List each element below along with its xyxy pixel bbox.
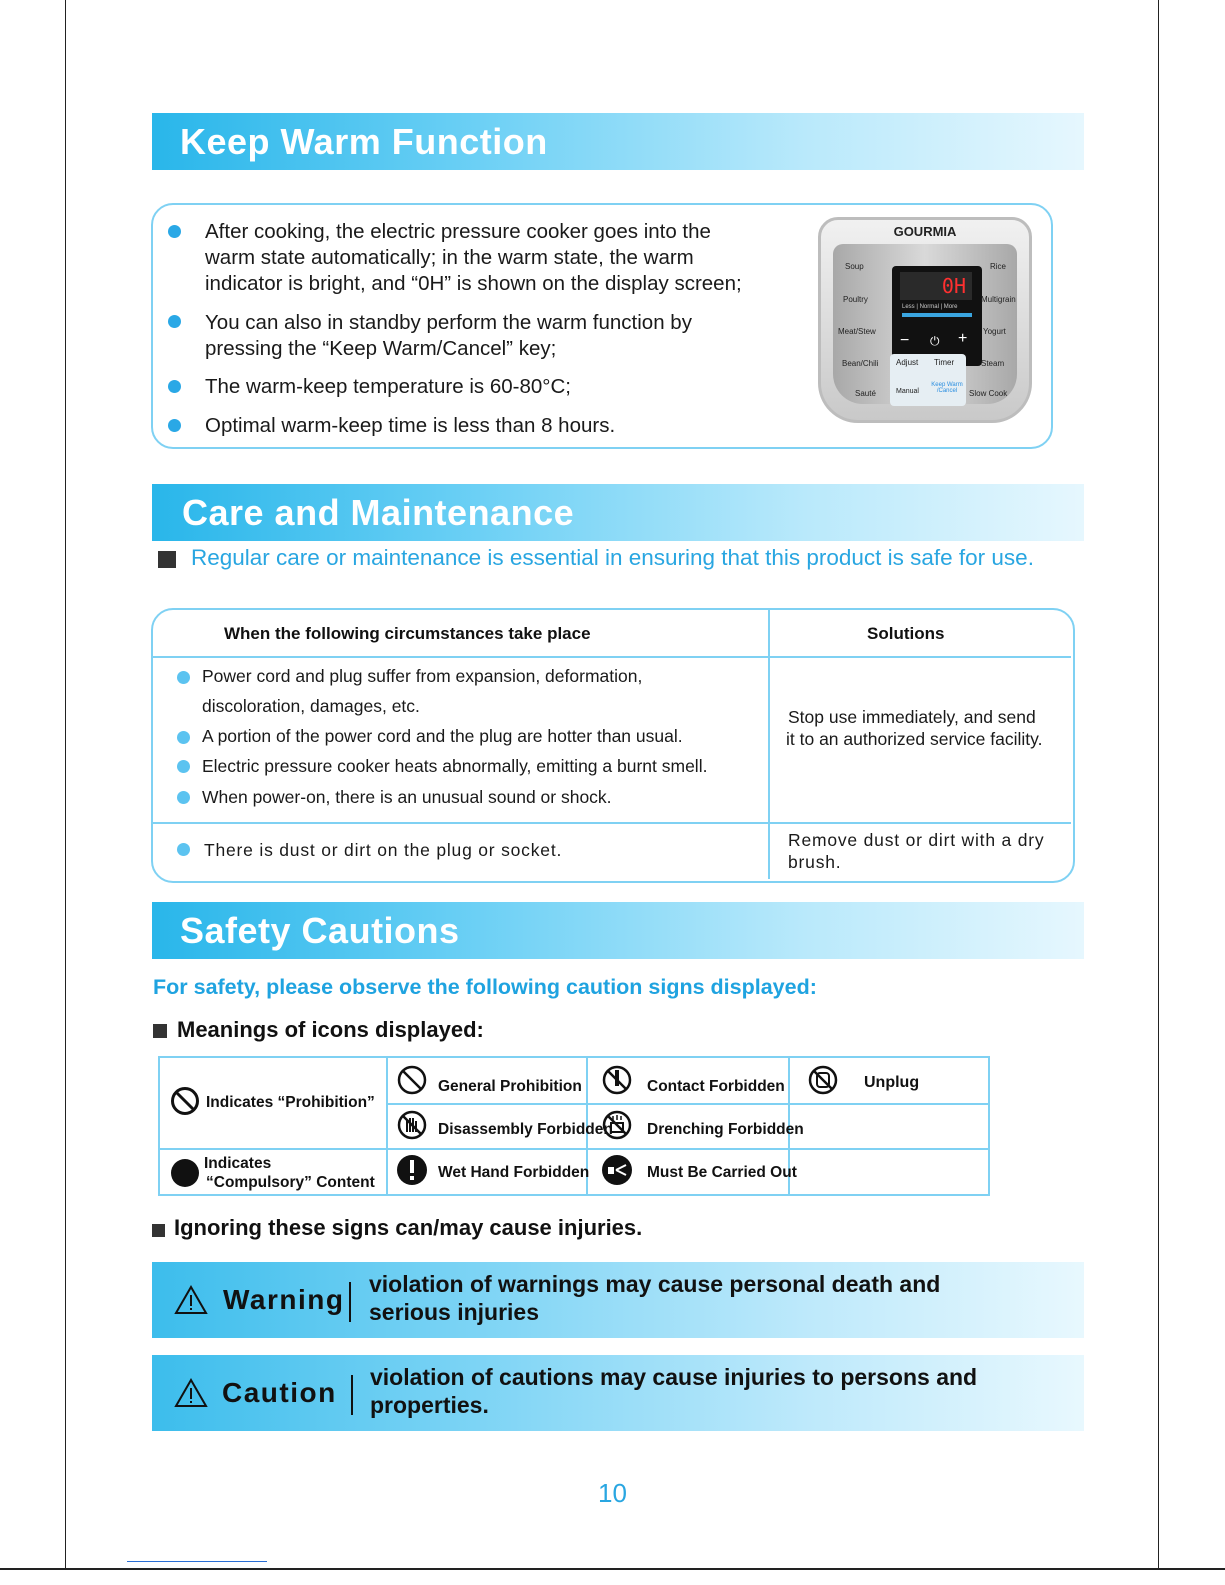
page-frame-bottom — [0, 1568, 1225, 1570]
warning-line: violation of warnings may cause personal death and — [369, 1271, 941, 1297]
drenching-forbidden-icon — [602, 1110, 632, 1140]
page-number: 10 — [598, 1478, 627, 1508]
panel-label-bean-chili: Bean/Chili — [842, 359, 879, 368]
must-be-carried-out-icon — [602, 1155, 632, 1185]
bullet-line: After cooking, the electric pressure cooker goes into the — [205, 220, 711, 243]
panel-label-rice: Rice — [990, 262, 1007, 271]
care-table-divider — [153, 656, 1071, 658]
prohibition-label: Indicates “Prohibition” — [206, 1094, 375, 1111]
page-frame-right — [1158, 0, 1159, 1568]
page-frame-left — [65, 0, 66, 1568]
compulsory-label: Indicates — [204, 1155, 272, 1172]
care-solution: it to an authorized service facility. — [786, 729, 1043, 749]
disassembly-forbidden-label: Disassembly Forbidden — [438, 1121, 613, 1138]
warning-description — [369, 1270, 940, 1326]
warning-bar — [152, 1262, 1084, 1338]
panel-label-steam: Steam — [981, 359, 1005, 368]
panel-label-timer: Timer — [934, 358, 955, 367]
compulsory-label: “Compulsory” Content — [206, 1174, 375, 1191]
disassembly-forbidden-icon — [397, 1110, 427, 1140]
contact-forbidden-label: Contact Forbidden — [647, 1078, 785, 1095]
care-header — [152, 484, 1084, 541]
must-be-carried-out-label: Must Be Carried Out — [647, 1164, 797, 1181]
care-item-continued: discoloration, damages, etc. — [202, 696, 420, 716]
care-header-left: When the following circumstances take place — [224, 624, 591, 643]
panel-label-multigrain: Multigrain — [981, 295, 1016, 304]
care-note: Regular care or maintenance is essential in ensuring that this product is safe for use. — [191, 545, 1034, 570]
bottom-link-underline[interactable] — [127, 1561, 267, 1562]
bullet-dot — [168, 380, 181, 393]
bullet-dot — [177, 731, 190, 744]
bullet-dot — [168, 225, 181, 238]
panel-label-adjust: Adjust — [896, 358, 919, 367]
unplug-label: Unplug — [864, 1074, 920, 1091]
panel-lcd-readout: 0H — [900, 272, 972, 300]
care-header-right: Solutions — [867, 624, 945, 643]
caution-triangle-icon — [174, 1378, 208, 1408]
warning-word: Warning — [223, 1284, 345, 1315]
pressure-level-label: Less | Normal | More — [902, 304, 958, 310]
square-bullet — [153, 1024, 167, 1038]
keep-warm-bullet-4 — [205, 413, 615, 439]
care-item: There is dust or dirt on the plug or socket. — [204, 840, 563, 860]
care-solution: Stop use immediately, and send — [788, 707, 1036, 727]
warning-triangle-icon — [174, 1285, 208, 1315]
care-item: A portion of the power cord and the plug are hotter than usual. — [202, 726, 683, 746]
safety-title: Safety Cautions — [180, 910, 460, 951]
caution-line: properties. — [370, 1392, 489, 1418]
ignoring-note: Ignoring these signs can/may cause injuries. — [174, 1215, 643, 1240]
keep-warm-bullet-1 — [205, 219, 742, 297]
wet-hand-forbidden-icon — [397, 1155, 427, 1185]
panel-label-slow-cook: Slow Cook — [969, 389, 1008, 398]
caution-description — [370, 1363, 977, 1419]
bullet-line: You can also in standby perform the warm function by — [205, 311, 692, 334]
compulsory-icon — [170, 1158, 200, 1188]
panel-label-saute: Sauté — [855, 389, 876, 398]
prohibition-icon — [170, 1086, 200, 1116]
panel-label-poultry: Poultry — [843, 295, 868, 304]
care-table-divider — [153, 822, 1071, 824]
care-item: Power cord and plug suffer from expansion, deformation, — [202, 666, 643, 686]
bullet-line: The warm-keep temperature is 60-80°C; — [205, 375, 571, 398]
safety-header — [152, 902, 1084, 959]
caution-word: Caution — [222, 1377, 337, 1408]
bullet-dot — [168, 315, 181, 328]
control-panel-image — [818, 217, 1032, 423]
care-item: When power-on, there is an unusual sound or shock. — [202, 787, 612, 807]
square-bullet — [158, 551, 176, 568]
grid-divider — [160, 1148, 988, 1150]
bullet-line: warm state automatically; in the warm state, the warm — [205, 246, 694, 269]
bullet-line: Optimal warm-keep time is less than 8 hours. — [205, 414, 616, 437]
keep-warm-bullet-3 — [205, 374, 571, 400]
bullet-dot — [168, 419, 181, 432]
icon-meanings-table — [158, 1056, 990, 1196]
keep-warm-bullet-2 — [205, 310, 692, 362]
pressure-indicator — [902, 313, 972, 317]
square-bullet — [152, 1224, 165, 1237]
power-icon: ⏻ — [930, 334, 940, 348]
bullet-line: pressing the “Keep Warm/Cancel” key; — [205, 337, 557, 360]
bullet-dot — [177, 791, 190, 804]
general-prohibition-label: General Prohibition — [438, 1078, 582, 1095]
wet-hand-forbidden-label: Wet Hand Forbidden — [438, 1164, 590, 1181]
care-item: Electric pressure cooker heats abnormally, emitting a burnt smell. — [202, 756, 708, 776]
panel-label-soup: Soup — [845, 262, 864, 271]
general-prohibition-icon — [397, 1065, 427, 1095]
bullet-line: indicator is bright, and “0H” is shown on the display screen; — [205, 272, 742, 295]
panel-display — [892, 266, 982, 366]
panel-button-cluster — [890, 354, 966, 406]
grid-divider — [386, 1058, 388, 1194]
panel-label-meat-stew: Meat/Stew — [838, 327, 876, 336]
bullet-dot — [177, 671, 190, 684]
plus-icon: + — [958, 330, 968, 347]
bullet-dot — [177, 843, 190, 856]
care-solution: Remove dust or dirt with a dry — [788, 830, 1045, 850]
panel-label-manual: Manual — [896, 388, 919, 395]
contact-forbidden-icon — [602, 1065, 632, 1095]
panel-label-keep-warm: Keep Warm /Cancel — [931, 382, 963, 394]
brand-logo: GOURMIA — [893, 224, 957, 239]
warning-line: serious injuries — [369, 1299, 540, 1325]
bullet-dot — [177, 760, 190, 773]
drenching-forbidden-label: Drenching Forbidden — [647, 1121, 804, 1138]
care-table-column-divider — [768, 610, 770, 879]
unplug-icon — [808, 1065, 838, 1095]
safety-intro: For safety, please observe the following caution signs displayed: — [153, 975, 817, 999]
caution-line: violation of cautions may cause injuries to persons and — [370, 1364, 978, 1390]
separator — [349, 1282, 351, 1322]
care-solution: brush. — [788, 852, 842, 872]
keep-warm-header — [152, 113, 1084, 170]
minus-icon: − — [900, 332, 910, 349]
keep-warm-title: Keep Warm Function — [180, 121, 548, 162]
separator — [351, 1375, 353, 1415]
grid-divider — [386, 1103, 988, 1105]
caution-bar — [152, 1355, 1084, 1431]
care-title: Care and Maintenance — [182, 492, 575, 533]
meanings-heading: Meanings of icons displayed: — [177, 1017, 484, 1042]
panel-label-yogurt: Yogurt — [983, 327, 1006, 336]
